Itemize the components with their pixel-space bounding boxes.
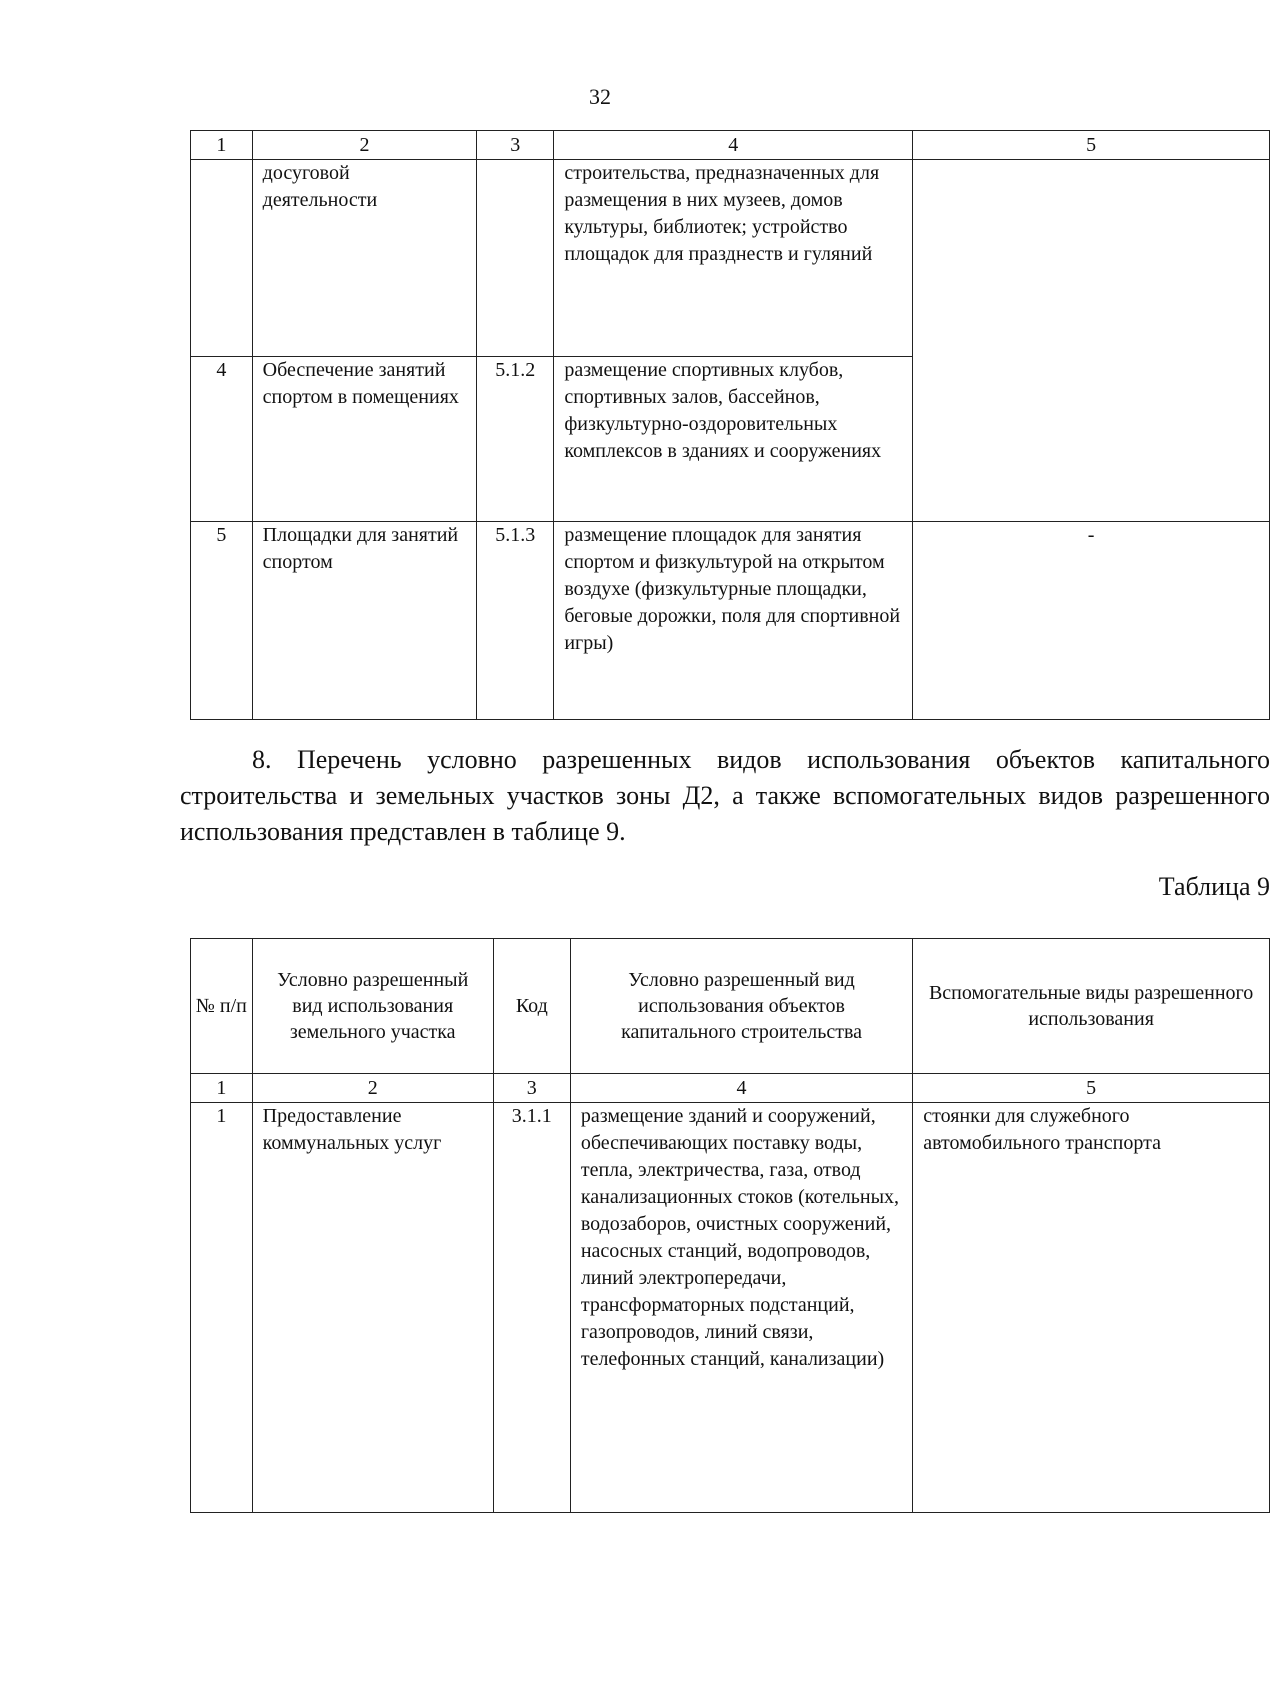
column-number: 2: [252, 1074, 493, 1103]
table-caption: Таблица 9: [1158, 872, 1270, 901]
column-number: 1: [191, 131, 253, 160]
row-description: размещение площадок для занятия спортом и физкультурой на открытом воздухе (физкультурные площадки, беговые дорожки, поля для спортивной игры): [554, 522, 913, 720]
row-description: строительства, предназначенных для размещения в них музеев, домов культуры, библиотек; устройство площадок для празднеств и гуляний: [554, 160, 913, 357]
header-building-use: Условно разрешенный вид использования объектов капитального строительства: [570, 939, 912, 1074]
page-number: 32: [589, 84, 611, 109]
header-code: Код: [493, 939, 570, 1074]
column-number-row: [191, 1074, 1270, 1103]
row-number: 1: [191, 1103, 253, 1513]
row-name: досуговой деятельности: [252, 160, 477, 357]
row-description: размещение спортивных клубов, спортивных залов, бассейнов, физкультурно-оздоровительных комплексов в зданиях и сооружениях: [554, 357, 913, 522]
column-number: 2: [252, 131, 477, 160]
table-header-row: [191, 939, 1270, 1074]
row-code: 5.1.2: [477, 357, 554, 522]
column-number: 3: [493, 1074, 570, 1103]
row-aux: стоянки для служебного автомобильного транспорта: [913, 1103, 1270, 1513]
continued-table: [190, 130, 1270, 720]
table-9: [190, 938, 1270, 1513]
row-code: 3.1.1: [493, 1103, 570, 1513]
header-land-use: Условно разрешенный вид использования земельного участка: [252, 939, 493, 1074]
table-row: [191, 160, 1270, 357]
row-code: [477, 160, 554, 357]
row-description: размещение зданий и сооружений, обеспечивающих поставку воды, тепла, электричества, газа, отвод канализационных стоков (котельных, водозаборов, очистных сооружений, насосных станций, водопроводов, линий электропередачи, трансформаторных подстанций, газопроводов, линий связи, телефонных станций, канализации): [570, 1103, 912, 1513]
row-name: Обеспечение занятий спортом в помещениях: [252, 357, 477, 522]
table-row: [191, 1103, 1270, 1513]
row-code: 5.1.3: [477, 522, 554, 720]
row-number: [191, 160, 253, 357]
column-number-row: [191, 131, 1270, 160]
column-number: 1: [191, 1074, 253, 1103]
column-number: 3: [477, 131, 554, 160]
column-number: 5: [913, 131, 1270, 160]
row-number: 5: [191, 522, 253, 720]
paragraph: 8. Перечень условно разрешенных видов использования объектов капитального строительства и земельных участков зоны Д2, а также вспомогательных видов разрешенного использования представлен в таблице 9.: [180, 745, 1270, 846]
header-num: № п/п: [191, 939, 253, 1074]
row-number: 4: [191, 357, 253, 522]
column-number: 4: [554, 131, 913, 160]
row-name: Предоставление коммунальных услуг: [252, 1103, 493, 1513]
row-aux: -: [913, 522, 1270, 720]
table-row: [191, 522, 1270, 720]
row-name: Площадки для занятий спортом: [252, 522, 477, 720]
row-aux: [913, 160, 1270, 522]
header-aux: Вспомогательные виды разрешенного использования: [913, 939, 1270, 1074]
column-number: 4: [570, 1074, 912, 1103]
column-number: 5: [913, 1074, 1270, 1103]
